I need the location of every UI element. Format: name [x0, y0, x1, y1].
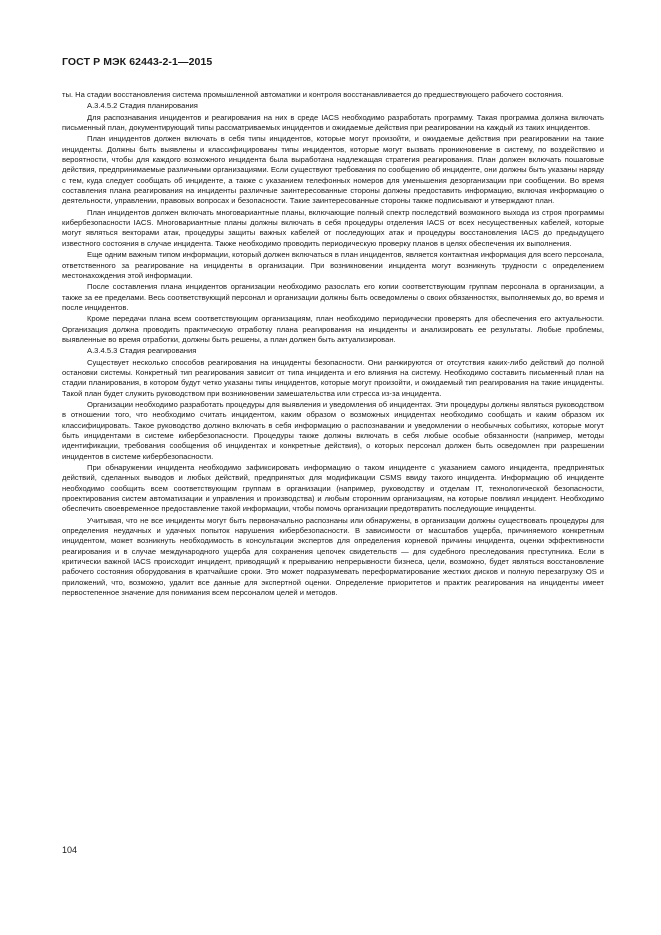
- paragraph: При обнаружении инцидента необходимо зафиксировать информацию о таком инциденте с указанием самого инцидента, предпринятых действий, сделанных выводов и любых действий, предпринятых для модификации CSMS ввиду такого инцидента. Информацию об инциденте необходимо сообщить всем соответствующим группам в организации (например, руководству и отделам IT, технологической безопасности, проектирования систем автоматизации и управления и производства) и любым сторонним организациям, на которые повлиял инцидент. Необходимо обеспечить своевременное предоставление такой информации, чтобы помочь организации предотвратить последующие инциденты.: [62, 463, 604, 514]
- paragraph: Для распознавания инцидентов и реагирования на них в среде IACS необходимо разработать программу. Такая программа должна включать письменный план, документирующий типы рассматриваемых инцидентов и ожидаемые действия при реагировании на каждый из таких инцидентов.: [62, 112, 604, 133]
- paragraph: ты. На стадии восстановления система промышленной автоматики и контроля восстанавливается до предшествующего рабочего состояния.: [62, 90, 564, 99]
- document-body: [62, 90, 604, 599]
- section-heading: А.3.4.5.3 Стадия реагирования: [87, 346, 197, 356]
- paragraph: План инцидентов должен включать в себя типы инцидентов, которые могут произойти, и ожидаемые действия при реагировании на такие инциденты. Должны быть выявлены и классифицированы типы инцидентов, которые могут вызвать проникновение в систему, по воздействию и вероятности, чтобы для каждого возможного инцидента была выработана надлежащая стратегия реагирования. План должен включать пошаговые действия, предпринимаемые различными организациями. Если существуют требования по сообщению об инциденте, они должны быть указаны наряду с тем, куда следует сообщать об инциденте, а также с указанием телефонных номеров для уменьшения дезорганизации при сообщении. Во время составления плана реагирования на инциденты различные заинтересованные стороны должны предоставить информацию, включая информацию о деятельности, управлении, правовых вопросах и безопасности. Такие заинтересованные стороны также подписывают и утверждают план.: [62, 134, 604, 206]
- paragraph: Учитывая, что не все инциденты могут быть первоначально распознаны или обнаружены, в организации должны существовать процедуры для определения неудачных и удачных попыток нарушения кибербезопасности. В зависимости от масштабов ущерба, причиняемого конкретным инцидентом, может возникнуть необходимость в консультации экспертов для определения корневой причины инцидента, оценки эффективности реагирования и в случае международного ущерба для сохранения цепочек свидетельств — для судебного преследования преступника. Если в критически важной IACS происходит инцидент, приводящий к прерыванию непрерывности бизнеса, цели, возможно, будет являться восстановление рабочего состояния оборудования в кратчайшие сроки. Это может подразумевать переформатирование жестких дисков и полную перезагрузку OS и приложений, что, возможно, удалит все данные для экспертной оценки. Определение приоритетов и практик реагирования на инциденты имеет первостепенное значение для понимания всем персоналом целей и методов.: [62, 515, 604, 598]
- document-header: ГОСТ Р МЭК 62443-2-1—2015: [62, 56, 213, 68]
- page-number: 104: [62, 845, 78, 855]
- paragraph: Существует несколько способов реагирования на инциденты безопасности. Они ранжируются от отсутствия каких-либо действий до полной остановки системы. Конкретный тип реагирования зависит от типа инцидента и его влияния на систему. Необходимо составить письменный план на стадии планирования, в котором будут четко указаны типы инцидентов, которые могут произойти, и ожидаемый тип реагирования на такие инциденты. Такой план будет служить руководством при возникновении замешательства или стресса из-за инцидента.: [62, 357, 604, 398]
- paragraph: Кроме передачи плана всем соответствующим организациям, план необходимо периодически проверять для обеспечения его актуальности. Организация должна проводить практическую отработку плана реагирования на инциденты и анализировать ее результаты. Любые проблемы, выявленные во время отработки, должны быть решены, а план должен быть актуализирован.: [62, 314, 604, 344]
- paragraph: Еще одним важным типом информации, который должен включаться в план инцидентов, является контактная информация для всего персонала, ответственного за реагирование на инциденты в организации. При возникновении инцидента могут возникнуть трудности с определением местонахождения этой информации.: [62, 250, 604, 280]
- paragraph: После составления плана инцидентов организации необходимо разослать его копии соответствующим группам персонала в организации, а также за ее пределами. Весь соответствующий персонал и организации должны быть осведомлены о своих обязанностях, выполняемых до, во время и после инцидентов.: [62, 282, 604, 312]
- section-heading: А.3.4.5.2 Стадия планирования: [87, 101, 198, 111]
- paragraph: План инцидентов должен включать многовариантные планы, включающие полный спектр последствий возможного выхода из строя программы кибербезопасности IACS. Многовариантные планы должны включать в себя процедуры отделения IACS от всех несущественных кабелей, которые могут являться векторами атак, процедуры защиты важных кабелей от последующих атак и процедуры восстановления IACS до предыдущего известного состояния в случае инцидента. Также необходимо проводить периодическую проверку планов в целях обеспечения их выполнения.: [62, 207, 604, 248]
- paragraph: Организации необходимо разработать процедуры для выявления и уведомления об инцидентах. Эти процедуры должны являться руководством в отношении того, что необходимо считать инцидентом, каким образом о возможных инцидентах необходимо сообщать и каким образом их классифицировать. Такое руководство должно включать в себя информацию о распознавании и уведомлении о необычных событиях, которые могут быть инцидентами в системе кибербезопасности. Процедуры также должны включать в себя любые особые обязанности (например, методы идентификации, требования сообщения об инцидентах и конкретные действия), о которых персонал должен быть осведомлен при разрешении инцидентов в системе кибербезопасности.: [62, 399, 604, 461]
